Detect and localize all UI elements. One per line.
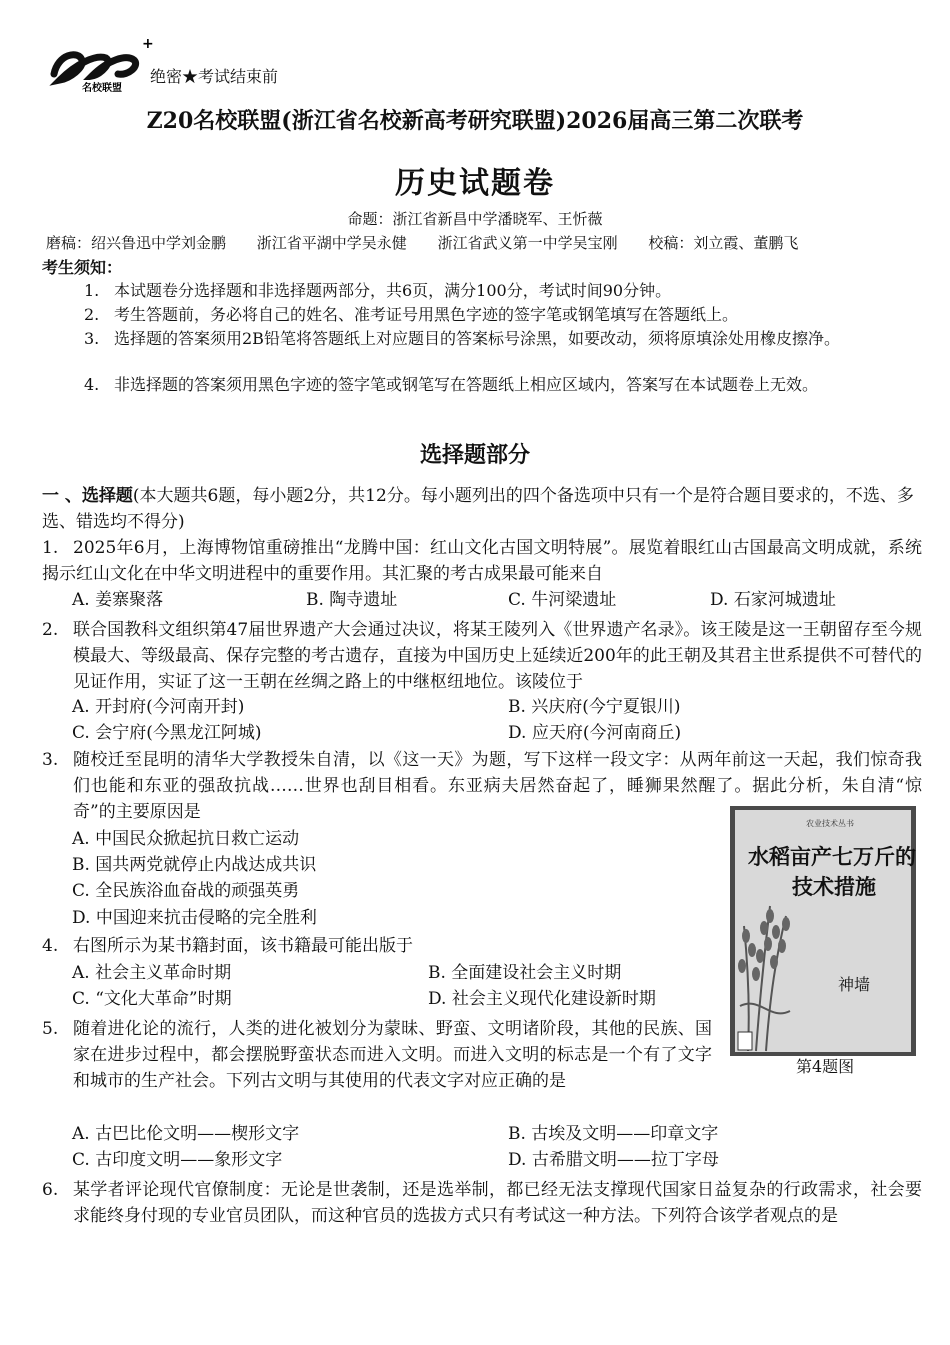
question-text: 随着进化论的流行，人类的进化被划分为蒙昧、野蛮、文明诸阶段，其他的民族、国家在进步过程中，都会摆脱野蛮状态而进入文明。而进入文明的标志是一个有了文字和城市的生产社会。下列古文明与其使用的代表文字对应正确的是	[73, 1019, 712, 1091]
option: B. 兴庆府(今宁夏银川)	[508, 697, 681, 717]
option: C. 古印度文明——象形文字	[72, 1150, 283, 1170]
confidential-label: 绝密★考试结束前	[150, 67, 279, 86]
question-num: 5.	[42, 1019, 59, 1039]
setters-line: 命题：浙江省新昌中学潘晓军、王忻薇	[347, 210, 603, 228]
reviewers-line	[46, 232, 824, 253]
section-title: 选择题部分	[419, 442, 530, 468]
question-num: 6.	[42, 1180, 59, 1200]
question-text: 联合国教科文组织第47届世界遗产大会通过决议，将某王陵列入《世界遗产名录》。该王陵是这一王朝留存至今规模最大、等级最高、保存完整的考古遗存，直接为中国历史上延续近200年的此王朝及其君主世系提供不可替代的见证作用，实证了这一王朝在丝绸之路上的中继枢纽地位。该陵位于	[73, 620, 922, 692]
notice-text: 考生答题前，务必将自己的姓名、准考证号用黑色字迹的签字笔或钢笔填写在答题纸上。	[114, 305, 739, 324]
notice-text: 非选择题的答案须用黑色字迹的签字笔或钢笔写在答题纸上相应区域内，答案写在本试题卷上无效。	[114, 375, 819, 394]
notice-num: 1.	[84, 281, 100, 300]
question-text: 某学者评论现代官僚制度：无论是世袭制，还是选举制，都已经无法支撑现代国家日益复杂的行政需求，社会要求能终身付现的专业官员团队，而这种官员的选拔方式只有考试这一种方法。下列符合该学者观点的是	[73, 1180, 922, 1226]
question-num: 4.	[42, 936, 59, 956]
option: A. 古巴比伦文明——楔形文字	[72, 1124, 300, 1144]
question-1	[42, 535, 922, 587]
proofreader: 校稿：刘立霞、董鹏飞	[648, 234, 799, 252]
notice-num: 4.	[84, 375, 100, 394]
option: D. 社会主义现代化建设新时期	[428, 989, 656, 1009]
notice-title: 考生须知：	[42, 258, 123, 277]
question-6	[42, 1177, 922, 1229]
option: A. 姜寨聚落	[72, 590, 164, 610]
svg-text:农业技术丛书: 农业技术丛书	[806, 819, 854, 828]
part-one-desc: (本大题共6题，每小题2分，共12分。每小题列出的四个备选项中只有一个是符合题目要求的，不选、多选、错选均不得分)	[42, 486, 914, 532]
svg-text:技术措施: 技术措施	[792, 875, 876, 899]
book-cover-image	[730, 806, 916, 1056]
question-num: 1.	[42, 538, 59, 558]
reviewer: 浙江省平湖中学吴永健	[256, 234, 407, 252]
part-one-heading	[42, 483, 922, 535]
option: B. 陶寺遗址	[306, 590, 398, 610]
option: B. 古埃及文明——印章文字	[508, 1124, 719, 1144]
notice-item	[84, 303, 920, 327]
reviewer: 磨稿：绍兴鲁迅中学刘金鹏	[46, 234, 227, 252]
question-text: 右图所示为某书籍封面，该书籍最可能出版于	[73, 936, 413, 956]
option: C. 全民族浴血奋战的顽强英勇	[72, 881, 300, 901]
svg-text:名校联盟: 名校联盟	[82, 83, 122, 94]
option: C. 会宁府(今黑龙江阿城)	[72, 723, 262, 743]
subject-title: 历史试题卷	[395, 166, 555, 201]
option: A. 社会主义革命时期	[72, 963, 232, 983]
question-num: 3.	[42, 750, 59, 770]
notice-num: 2.	[84, 305, 100, 324]
option: D. 中国迎来抗击侵略的完全胜利	[72, 908, 317, 928]
notice-item	[84, 279, 920, 303]
option: C. 牛河梁遗址	[508, 590, 617, 610]
option: A. 开封府(今河南开封)	[72, 697, 245, 717]
option: D. 石家河城遗址	[710, 590, 836, 610]
part-one-label: 一 、选择题	[42, 486, 133, 506]
league-logo	[48, 34, 156, 96]
exam-title: Z20名校联盟(浙江省名校新高考研究联盟)2026届高三第二次联考	[146, 108, 804, 134]
option: D. 古希腊文明——拉丁字母	[508, 1150, 719, 1170]
figure-caption: 第4题图	[796, 1057, 855, 1076]
svg-text:水稻亩产七万斤的: 水稻亩产七万斤的	[748, 845, 916, 869]
notice-text: 选择题的答案须用2B铅笔将答题纸上对应题目的答案标号涂黑，如要改动，须将原填涂处用橡皮擦净。	[114, 329, 840, 348]
option: B. 国共两党就停止内战达成共识	[72, 855, 317, 875]
question-text: 随校迁至昆明的清华大学教授朱自清，以《这一天》为题，写下这样一段文字：从两年前这一天起，我们惊奇我们也能和东亚的强敌抗战……世界也刮目相看。东亚病夫居然奋起了，睡狮果然醒了。据此分析，朱自清“惊奇”的主要原因是	[73, 750, 922, 822]
option: B. 全面建设社会主义时期	[428, 963, 622, 983]
question-5	[42, 1016, 712, 1094]
question-text: 2025年6月，上海博物馆重磅推出“龙腾中国：红山文化古国文明特展”。展览着眼红山古国最高文明成就，系统揭示红山文化在中华文明进程中的重要作用。其汇聚的考古成果最可能来自	[42, 538, 922, 584]
notice-item	[84, 327, 920, 351]
question-2	[42, 617, 922, 695]
notice-item	[84, 373, 920, 397]
option: C. “文化大革命”时期	[72, 989, 232, 1009]
option: A. 中国民众掀起抗日救亡运动	[72, 829, 300, 849]
notice-text: 本试题卷分选择题和非选择题两部分，共6页，满分100分，考试时间90分钟。	[114, 281, 672, 300]
question-num: 2.	[42, 620, 59, 640]
notice-num: 3.	[84, 329, 100, 348]
svg-text:+: +	[142, 36, 154, 52]
question-4	[42, 933, 712, 959]
option: D. 应天府(今河南商丘)	[508, 723, 682, 743]
svg-text:神墙: 神墙	[837, 975, 871, 994]
reviewer: 浙江省武义第一中学吴宝刚	[437, 234, 618, 252]
